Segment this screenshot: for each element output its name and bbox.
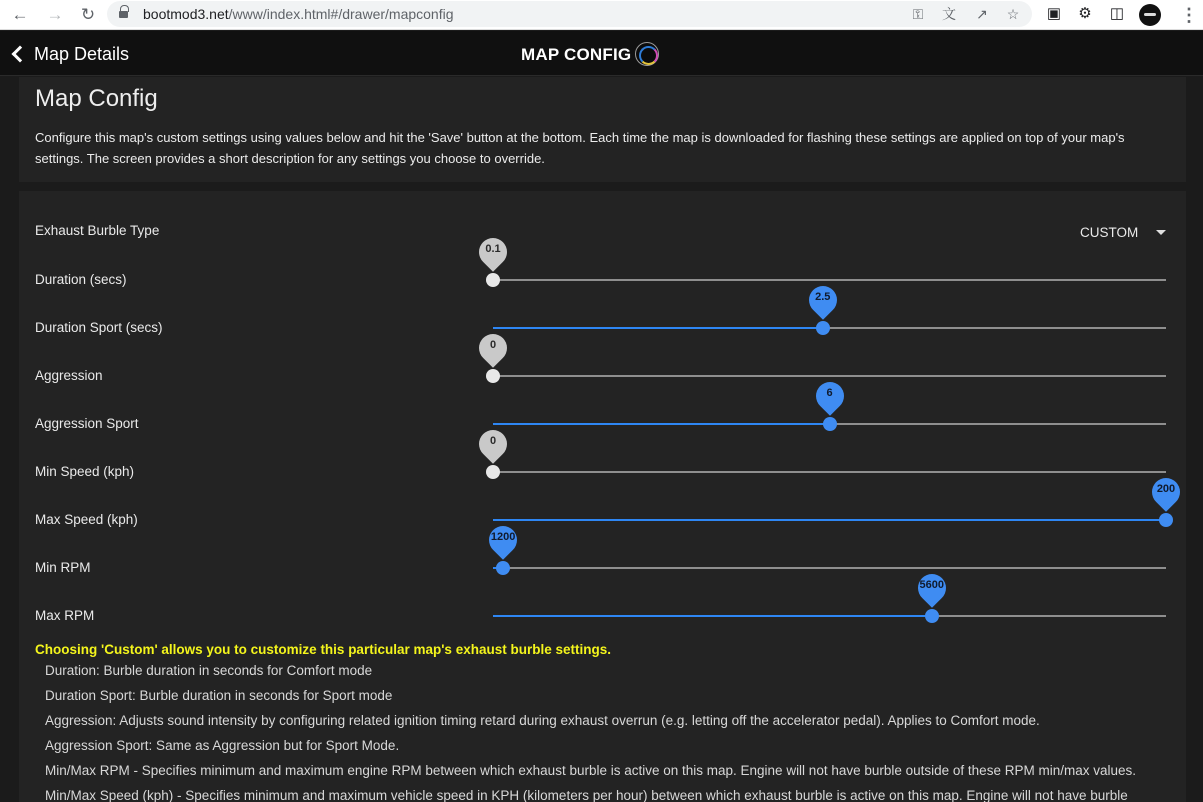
intro-card [19,77,1186,182]
slider-label: Max Speed (kph) [35,512,138,527]
slider-thumb[interactable] [823,417,837,431]
share-icon[interactable]: ↗ [976,6,988,22]
slider-label: Aggression [35,368,103,383]
slider-label: Aggression Sport [35,416,139,431]
slider-rail[interactable] [493,471,1166,473]
slider-value: 200 [1156,483,1176,495]
logo-icon [635,42,659,66]
chevron-left-icon [12,46,29,63]
slider-value: 0.1 [485,243,501,255]
slider-value: 0 [489,339,497,351]
card-title: Map Config [35,85,158,112]
slider[interactable] [493,387,1166,425]
note-line: Aggression: Adjusts sound intensity by configuring related ignition timing retard during exhaust overrun (e.g. letting off the accelerator pedal). Applies to Comfort mode. [45,713,1040,728]
lock-icon[interactable] [119,8,128,19]
slider-rail[interactable] [493,567,1166,569]
reload-icon[interactable]: ↻ [80,5,96,24]
slider-value: 0 [489,435,497,447]
address-bar[interactable] [107,1,1032,27]
browser-toolbar [0,0,1203,30]
burble-type-select[interactable] [1080,223,1166,241]
slider[interactable] [493,579,1166,617]
slider-track-fill [493,615,932,617]
translate-icon[interactable]: 文 [942,6,956,22]
slider[interactable] [489,435,1166,473]
slider-thumb[interactable] [486,465,500,479]
slider-thumb[interactable] [486,273,500,287]
back-icon[interactable]: ← [11,5,29,24]
slider-thumb[interactable] [1159,513,1173,527]
settings-card [19,191,1186,802]
sidepanel-icon[interactable]: ◫ [1109,5,1125,22]
slider-rail[interactable] [493,279,1166,281]
slider-label: Min RPM [35,560,91,575]
slider-rail[interactable] [493,375,1166,377]
note-line: Duration Sport: Burble duration in seconds for Sport mode [45,688,393,703]
url-text[interactable]: bootmod3.net/www/index.html#/drawer/mapconfig [143,6,454,22]
slider-value: 6 [826,387,833,399]
extension-icon[interactable]: ▣ [1046,5,1062,22]
slider[interactable] [490,531,1166,569]
note-line: Min/Max Speed (kph) - Specifies minimum and maximum vehicle speed in KPH (kilometers per hour) between which exhaust burble is active on this map. Engine will not have burble [45,788,1128,802]
slider-thumb[interactable] [486,369,500,383]
chevron-down-icon [1156,230,1166,235]
page-title: MAP CONFIG [521,45,632,64]
note-line: Duration: Burble duration in seconds for Comfort mode [45,663,373,678]
slider-value: 2.5 [815,291,831,303]
slider-value: 1200 [490,531,516,543]
slider-track-fill [493,423,830,425]
app-header [0,31,1203,76]
slider-track-fill [493,519,1166,521]
slider[interactable] [489,339,1166,377]
slider-label: Duration (secs) [35,272,127,287]
burble-type-value: CUSTOM [1080,224,1139,240]
card-description: Configure this map's custom settings using values below and hit the 'Save' button at the bottom. Each time the map is downloaded for flashing these settings are applied on top of your map's settings. The screen provides a short description for any settings you choose to override. [35,130,1125,166]
menu-icon[interactable]: ⋮ [1180,5,1198,25]
back-button[interactable] [8,41,129,67]
back-label: Map Details [34,43,130,64]
slider-thumb[interactable] [925,609,939,623]
forward-icon[interactable]: → [46,5,64,24]
puzzle-icon[interactable]: ⚙ [1078,5,1092,22]
profile-avatar[interactable] [1139,4,1161,26]
burble-type-label: Exhaust Burble Type [35,223,160,238]
note-line: Min/Max RPM - Specifies minimum and maximum engine RPM between which exhaust burble is active on this map. Engine will not have burble outside of these RPM min/max values. [45,763,1136,778]
slider-value: 5600 [919,579,945,591]
slider[interactable] [493,483,1176,521]
slider[interactable] [493,291,1166,329]
slider-thumb[interactable] [496,561,510,575]
slider-thumb[interactable] [816,321,830,335]
notes-title: Choosing 'Custom' allows you to customize this particular map's exhaust burble settings. [35,642,611,657]
star-icon[interactable]: ☆ [1006,6,1020,22]
slider[interactable] [485,243,1166,281]
note-line: Aggression Sport: Same as Aggression but for Sport Mode. [45,738,400,753]
slider-label: Max RPM [35,608,95,623]
slider-label: Duration Sport (secs) [35,320,163,335]
key-icon[interactable]: ⚿ [912,6,924,22]
slider-track-fill [493,327,823,329]
slider-label: Min Speed (kph) [35,464,135,479]
